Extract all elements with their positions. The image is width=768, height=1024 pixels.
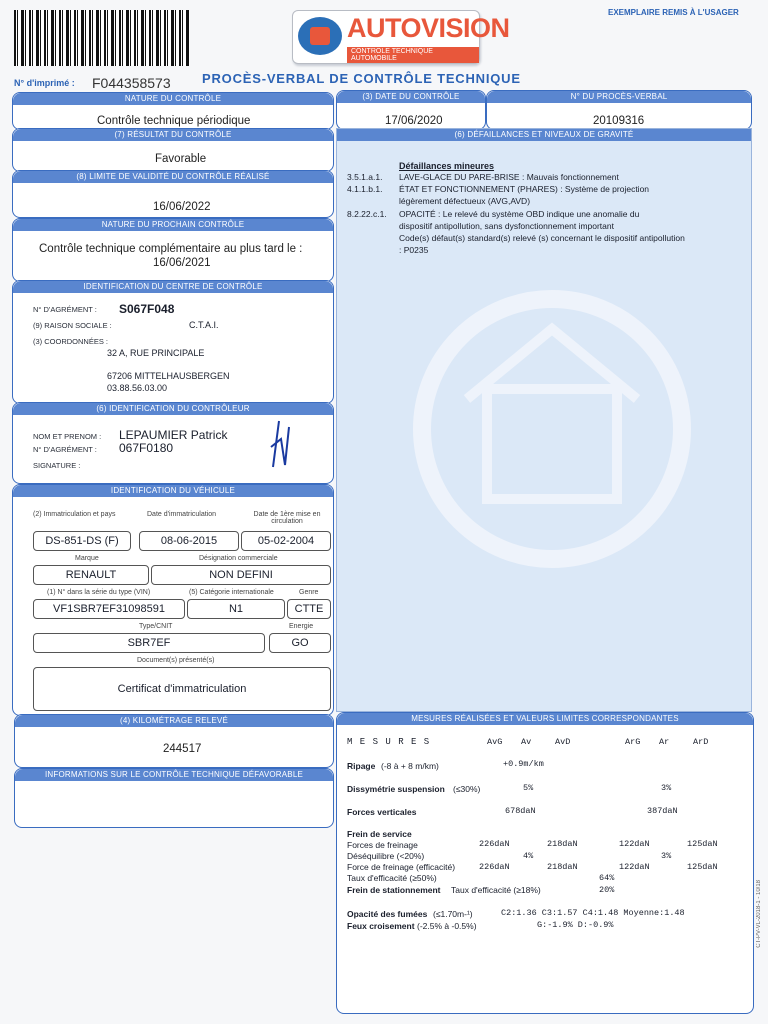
- centre-agrement-value: S067F048: [119, 302, 175, 316]
- brand-name: AUTOVISION: [347, 13, 510, 43]
- designation-value: NON DEFINI: [151, 565, 331, 585]
- limite-value: 16/06/2022: [153, 201, 211, 213]
- dissym-av: 5%: [523, 783, 534, 793]
- resultat-value: Favorable: [155, 153, 207, 165]
- forces-f-arg: 122daN: [619, 839, 650, 849]
- signature-mark: [261, 417, 301, 477]
- dissym-label: Dissymétrie suspension: [347, 784, 445, 794]
- type-value: SBR7EF: [33, 633, 265, 653]
- side-reference: CT-PV-VL-2018-1 - 10/18: [756, 880, 762, 948]
- centre-coord-label: (3) COORDONNÉES :: [33, 337, 109, 346]
- centre-agrement-label: N° D'AGRÉMENT :: [33, 305, 97, 314]
- nature-label: NATURE DU CONTRÔLE: [13, 93, 333, 105]
- def-line-2a: ÉTAT ET FONCTIONNEMENT (PHARES) : Système de projection: [399, 184, 650, 194]
- vehicule-box: [12, 484, 334, 716]
- date-label: (3) DATE DU CONTRÔLE: [337, 91, 485, 103]
- stationnement-taux: Taux d'efficacité (≥18%): [451, 885, 541, 895]
- controleur-agrement-label: N° D'AGRÉMENT :: [33, 445, 97, 454]
- genre-label: Genre: [299, 589, 319, 596]
- def-line-3a: OPACITÉ : Le relevé du système OBD indique une anomalie du: [399, 209, 640, 219]
- infos-box: [14, 768, 334, 828]
- forces-f-ard: 125daN: [687, 839, 718, 849]
- centre-raison-value: C.T.A.I.: [189, 320, 219, 330]
- defaillances-label: (6) DÉFAILLANCES ET NIVEAUX DE GRAVITÉ: [337, 129, 751, 141]
- force-eff-label: Force de freinage (efficacité): [347, 862, 456, 872]
- vin-label: (1) N° dans la série du type (VIN): [47, 589, 151, 596]
- date-value: 17/06/2020: [385, 115, 443, 127]
- centre-address: 32 A, RUE PRINCIPALE: [107, 348, 205, 358]
- col-arg: ArG: [625, 737, 641, 747]
- centre-label: IDENTIFICATION DU CENTRE DE CONTRÔLE: [13, 281, 333, 293]
- feux-range: (-2.5% à -0.5%): [417, 921, 477, 931]
- col-avg: AvG: [487, 737, 503, 747]
- forces-f-avg: 226daN: [479, 839, 510, 849]
- logo-emblem-icon: [298, 17, 342, 55]
- cat-value: N1: [187, 599, 285, 619]
- immat-value: DS-851-DS (F): [33, 531, 131, 551]
- centre-raison-label: (9) RAISON SOCIALE :: [33, 321, 112, 330]
- taux-value: 64%: [599, 873, 615, 883]
- ripage-range: (-8 à + 8 m/km): [381, 761, 439, 771]
- pv-box: [486, 90, 752, 130]
- immat-label: (2) Immatriculation et pays: [33, 511, 116, 518]
- ripage-value: +0.9m/km: [503, 759, 544, 769]
- taux-label: Taux d'efficacité (≥50%): [347, 873, 437, 883]
- autovision-logo: [292, 10, 510, 64]
- col-av: Av: [521, 737, 532, 747]
- opacite-values: C2:1.36 C3:1.57 C4:1.48 Moyenne:1.48: [501, 908, 685, 918]
- imprime-number: F044358573: [92, 75, 171, 91]
- infos-label: INFORMATIONS SUR LE CONTRÔLE TECHNIQUE DÉFAVORABLE: [15, 769, 333, 781]
- col-ar: Ar: [659, 737, 670, 747]
- km-box: [14, 714, 334, 768]
- col-ard: ArD: [693, 737, 709, 747]
- deseq-ar: 3%: [661, 851, 672, 861]
- def-code-3: 8.2.22.c.1.: [347, 209, 387, 219]
- controleur-nom-label: NOM ET PRENOM :: [33, 432, 102, 441]
- centre-city: 67206 MITTELHAUSBERGEN: [107, 371, 230, 381]
- prochain-box: [12, 218, 334, 282]
- forces-v-ar: 387daN: [647, 806, 678, 816]
- resultat-label: (7) RÉSULTAT DU CONTRÔLE: [13, 129, 333, 141]
- deseq-label: Déséquilibre (<20%): [347, 851, 425, 861]
- signature-label: SIGNATURE :: [33, 461, 81, 470]
- designation-label: Désignation commerciale: [199, 555, 278, 562]
- def-code-1: 3.5.1.a.1.: [347, 172, 383, 182]
- controleur-agrement-value: 067F0180: [119, 441, 174, 455]
- genre-value: CTTE: [287, 599, 331, 619]
- force-eff-avg: 226daN: [479, 862, 510, 872]
- def-line-2b: légèrement défectueux (AVG,AVD): [399, 196, 531, 206]
- mesures-label: MESURES RÉALISÉES ET VALEURS LIMITES CORRESPONDANTES: [337, 713, 753, 725]
- col-avd: AvD: [555, 737, 571, 747]
- premiere-value: 05-02-2004: [241, 531, 331, 551]
- force-eff-ard: 125daN: [687, 862, 718, 872]
- marque-label: Marque: [75, 555, 99, 562]
- forces-v-av: 678daN: [505, 806, 536, 816]
- def-line-1a: LAVE-GLACE DU PARE-BRISE : Mauvais fonctionnement: [399, 172, 619, 182]
- barcode: [14, 10, 190, 66]
- prochain-label: NATURE DU PROCHAIN CONTRÔLE: [13, 219, 333, 231]
- date-immat-value: 08-06-2015: [139, 531, 239, 551]
- def-line-3c: Code(s) défaut(s) standard(s) relevé (s) concernant le dispositif antipollution: [399, 233, 685, 243]
- mesures-heading: M E S U R E S: [347, 737, 431, 747]
- doc-value: Certificat d'immatriculation: [33, 667, 331, 711]
- centre-phone: 03.88.56.03.00: [107, 383, 168, 393]
- date-immat-label: Date d'immatriculation: [147, 511, 217, 518]
- ripage-label: Ripage: [347, 761, 376, 771]
- copy-note: EXEMPLAIRE REMIS À L'USAGER: [608, 8, 739, 17]
- def-line-3b: dispositif antipollution, sans dysfonctionnement important: [399, 221, 614, 231]
- premiere-label: Date de 1ère mise en circulation: [253, 511, 321, 525]
- defaillances-panel: [336, 128, 752, 712]
- feux-label: Feux croisement: [347, 921, 415, 931]
- brand-subtitle: CONTROLE TECHNIQUE AUTOMOBILE: [347, 47, 479, 63]
- marque-value: RENAULT: [33, 565, 149, 585]
- force-eff-avd: 218daN: [547, 862, 578, 872]
- pv-label: N° DU PROCÈS-VERBAL: [487, 91, 751, 103]
- pv-value: 20109316: [593, 115, 645, 127]
- dissym-ar: 3%: [661, 783, 672, 793]
- mesures-box: [336, 712, 754, 1014]
- controleur-box: [12, 402, 334, 484]
- vehicule-label: IDENTIFICATION DU VÉHICULE: [13, 485, 333, 497]
- controleur-label: (6) IDENTIFICATION DU CONTRÔLEUR: [13, 403, 333, 415]
- centre-box: [12, 280, 334, 404]
- forces-f-avd: 218daN: [547, 839, 578, 849]
- imprime-label: N° d'imprimé :: [14, 78, 75, 88]
- energie-value: GO: [269, 633, 331, 653]
- feux-values: G:-1.9% D:-0.9%: [537, 920, 614, 930]
- prochain-line2: 16/06/2021: [153, 257, 211, 269]
- deseq-av: 4%: [523, 851, 534, 861]
- nature-value: Contrôle technique périodique: [97, 115, 251, 127]
- prochain-line1: Contrôle technique complémentaire au plus tard le :: [39, 243, 303, 255]
- km-label: (4) KILOMÉTRAGE RELEVÉ: [15, 715, 333, 727]
- defaillances-heading: Défaillances mineures: [399, 161, 495, 171]
- energie-label: Energie: [289, 623, 314, 630]
- stationnement-value: 20%: [599, 885, 615, 895]
- def-code-2: 4.1.1.b.1.: [347, 184, 383, 194]
- km-value: 244517: [163, 743, 202, 755]
- opacite-label: Opacité des fumées: [347, 909, 428, 919]
- type-label: Type/CNIT: [139, 623, 173, 630]
- vin-value: VF1SBR7EF31098591: [33, 599, 185, 619]
- page-title: PROCÈS-VERBAL DE CONTRÔLE TECHNIQUE: [202, 71, 521, 86]
- forces-v-label: Forces verticales: [347, 807, 417, 817]
- watermark-house-icon: [377, 279, 707, 579]
- nature-box: [12, 92, 334, 130]
- dissym-range: (≤30%): [453, 784, 481, 794]
- stationnement-label: Frein de stationnement: [347, 885, 441, 895]
- force-eff-arg: 122daN: [619, 862, 650, 872]
- controleur-nom-value: LEPAUMIER Patrick: [119, 428, 228, 442]
- doc-label: Document(s) présenté(s): [137, 657, 215, 664]
- def-line-3d: : P0235: [399, 245, 429, 255]
- resultat-box: [12, 128, 334, 172]
- limite-label: (8) LIMITE DE VALIDITÉ DU CONTRÔLE RÉALISÉ: [13, 171, 333, 183]
- forces-f-label: Forces de freinage: [347, 840, 418, 850]
- frein-label: Frein de service: [347, 829, 412, 839]
- cat-label: (5) Catégorie internationale: [189, 589, 274, 596]
- opacite-range: (≤1.70m-¹): [433, 909, 473, 919]
- limite-box: [12, 170, 334, 218]
- date-box: [336, 90, 486, 130]
